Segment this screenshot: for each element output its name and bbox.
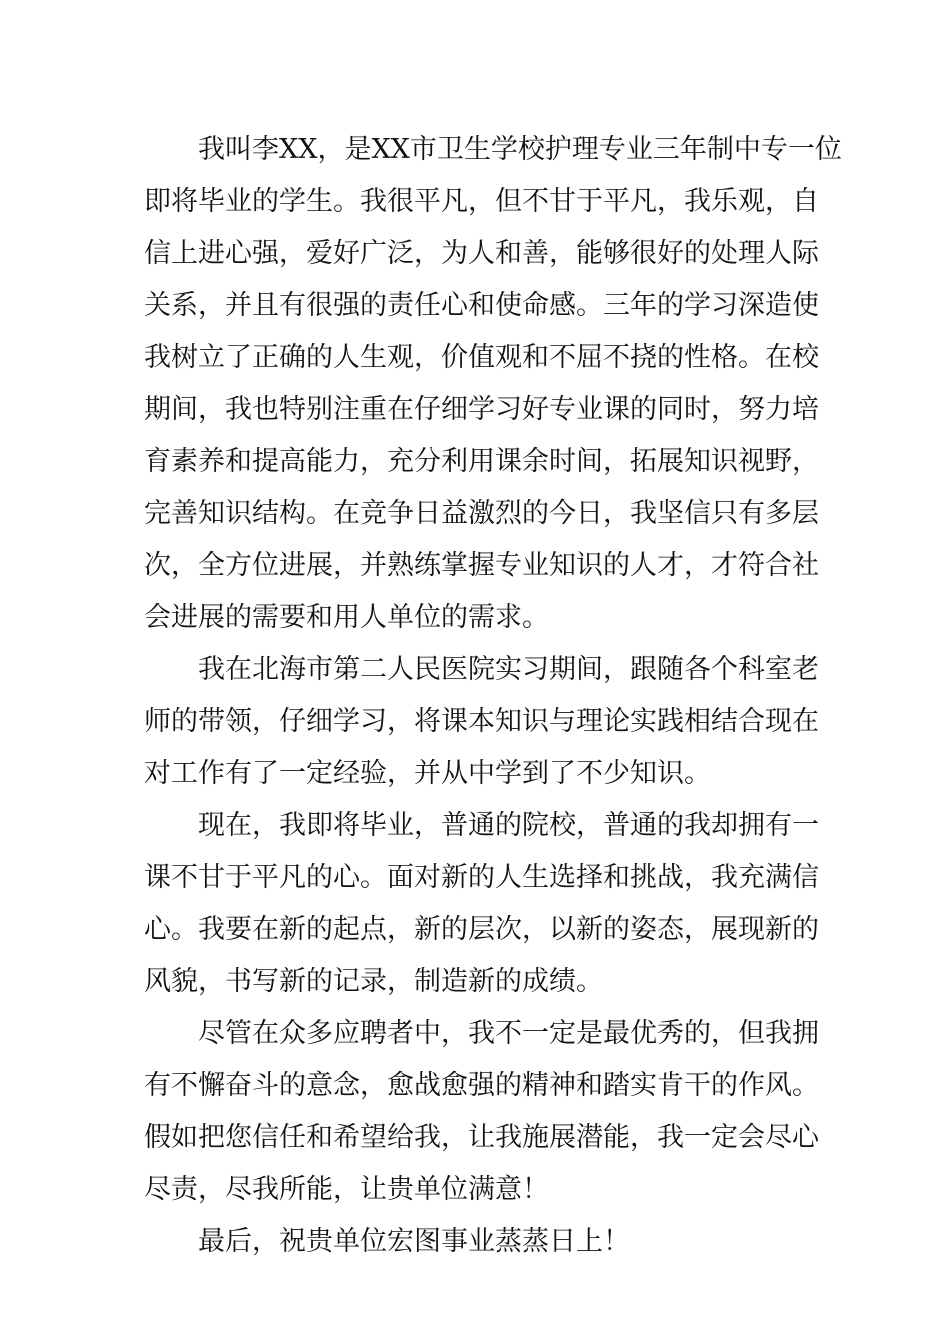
text-line: 我树立了正确的人生观，价值观和不屈不挠的性格。在校: [144, 342, 819, 373]
text-line: 关系，并且有很强的责任心和使命感。三年的学习深造使: [144, 290, 819, 321]
text-line: 即将毕业的学生。我很平凡，但不甘于平凡，我乐观，自: [144, 186, 819, 217]
text-line: 期间，我也特别注重在仔细学习好专业课的同时，努力培: [144, 394, 819, 425]
text-line: 有不懈奋斗的意念，愈战愈强的精神和踏实肯干的作风。: [144, 1070, 819, 1101]
text-line: 课不甘于平凡的心。面对新的人生选择和挑战，我充满信: [144, 862, 819, 893]
text-line: 心。我要在新的起点，新的层次，以新的姿态，展现新的: [144, 914, 819, 945]
text-line: 现在，我即将毕业，普通的院校，普通的我却拥有一: [198, 810, 819, 841]
text-line: 完善知识结构。在竞争日益激烈的今日，我坚信只有多层: [144, 498, 819, 529]
text-line: 最后，祝贵单位宏图事业蒸蒸日上！: [198, 1226, 630, 1257]
text-line: 风貌，书写新的记录，制造新的成绩。: [144, 966, 603, 997]
text-line: 次，全方位进展，并熟练掌握专业知识的人才，才符合社: [144, 550, 819, 581]
text-line: 我在北海市第二人民医院实习期间，跟随各个科室老: [198, 654, 819, 685]
text-line: 假如把您信任和希望给我，让我施展潜能，我一定会尽心: [144, 1122, 819, 1153]
text-line: 我叫李XX，是XX市卫生学校护理专业三年制中专一位: [198, 134, 842, 165]
text-line: 信上进心强，爱好广泛，为人和善，能够很好的处理人际: [144, 238, 819, 269]
text-line: 对工作有了一定经验，并从中学到了不少知识。: [144, 758, 711, 789]
text-line: 尽责，尽我所能，让贵单位满意！: [144, 1174, 549, 1205]
text-line: 尽管在众多应聘者中，我不一定是最优秀的，但我拥: [198, 1018, 819, 1049]
text-line: 会进展的需要和用人单位的需求。: [144, 602, 549, 633]
text-line: 育素养和提高能力，充分利用课余时间，拓展知识视野，: [144, 446, 819, 477]
text-line: 师的带领，仔细学习，将课本知识与理论实践相结合现在: [144, 706, 819, 737]
